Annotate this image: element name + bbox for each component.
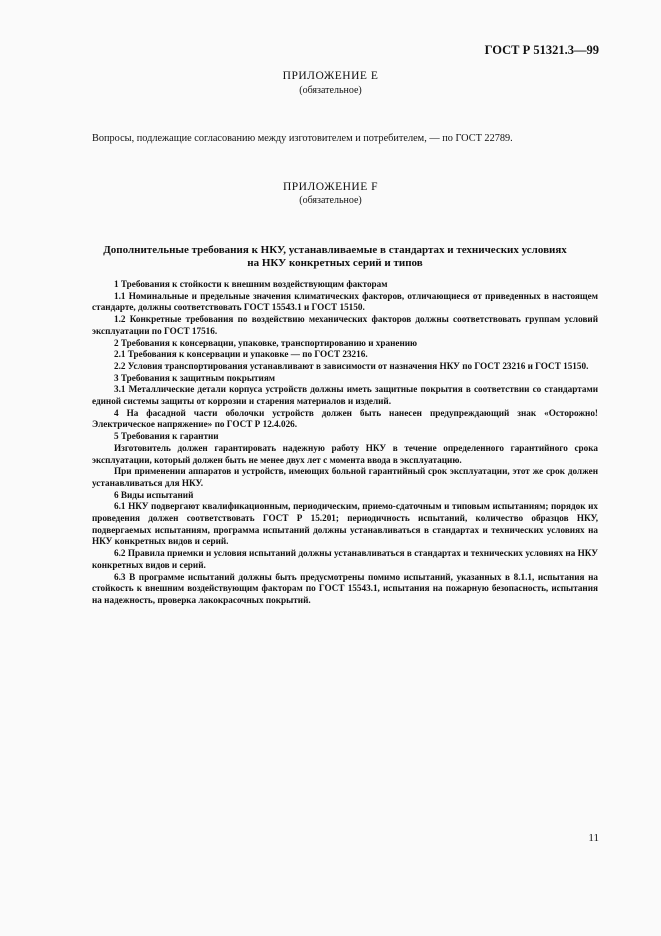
paragraph: 6.2 Правила приемки и условия испытаний должны устанавливаться в стандартах и технических условиях на НКУ конкретных видов и серий. <box>92 548 598 570</box>
paragraph: 5 Требования к гарантии <box>114 431 219 442</box>
paragraph: Изготовитель должен гарантировать надежную работу НКУ в течение определенного гарантийного срока эксплуатации, который должен быть не менее двух лет с момента ввода в эксплуатацию. <box>92 442 598 465</box>
appendix-f-heading <box>70 244 600 270</box>
paragraph: 3.1 Металлические детали корпуса устройств должны иметь защитные покрытия в соответствии со стандартами единой системы защиты от коррозии и старения материалов и изделий. <box>92 384 598 407</box>
paragraph: 6.3 В программе испытаний должны быть предусмотрены помимо испытаний, указанных в 8.1.1, испытания на стойкость к внешним воздействующим факторам по ГОСТ 15543.1, испытания на пожарную безопасность, испытания на надежность, проверка лакокрасочных покрытий. <box>92 571 598 605</box>
appendix-e-text: Вопросы, подлежащие согласованию между изготовителем и потребителем, — по ГОСТ 22789. <box>92 133 513 144</box>
paragraph: 4 На фасадной части оболочки устройств должен быть нанесен предупреждающий знак «Осторожно! Электрическое напряжение» по ГОСТ Р 12.4.026. <box>92 407 598 430</box>
appendix-e-title: ПРИЛОЖЕНИЕ E <box>282 70 379 82</box>
paragraph: 1.2 Конкретные требования по воздействию механических факторов должны соответствовать группам условий эксплуатации по ГОСТ 17516. <box>92 314 598 336</box>
heading-line-1: Дополнительные требования к НКУ, устанавливаемые в стандартах и технических условиях <box>103 244 567 256</box>
paragraph: 1 Требования к стойкости к внешним воздействующим факторам <box>114 279 388 289</box>
page-number: 11 <box>588 832 599 844</box>
paragraph: При применении аппаратов и устройств, имеющих больной гарантийный срок эксплуатации, этот же срок должен устанавливаться для НКУ. <box>92 466 598 488</box>
appendix-f-body <box>92 279 598 607</box>
appendix-e-note: (обязательное) <box>299 85 362 96</box>
paragraph: 2.2 Условия транспортирования устанавливают в зависимости от назначения НКУ по ГОСТ 23216 и ГОСТ 15150. <box>114 360 589 371</box>
paragraph: 2 Требования к консервации, упаковке, транспортированию и хранению <box>114 337 418 348</box>
heading-line-2: на НКУ конкретных серий и типов <box>247 257 423 269</box>
paragraph: 3 Требования к защитным покрытиям <box>114 372 276 383</box>
paragraph: 6.1 НКУ подвергают квалификационным, периодическим, приемо-сдаточным и типовым испытаниям; порядок их проведения должен соответствовать ГОСТ Р 15.201; периодичность испытаний, количество образцов НКУ, подвергаемых испытаниям, программа испытаний должны устанавливаться в стандартах и технических условиях на НКУ конкретных видов и серий. <box>92 501 598 547</box>
paragraph: 1.1 Номинальные и предельные значения климатических факторов, отличающиеся от приведенных в настоящем стандарте, должны соответствовать ГОСТ 15543.1 и ГОСТ 15150. <box>92 290 598 313</box>
paragraph: 2.1 Требования к консервации и упаковке — по ГОСТ 23216. <box>114 349 368 360</box>
appendix-f-title: ПРИЛОЖЕНИЕ F <box>282 181 379 193</box>
document-code: ГОСТ Р 51321.3—99 <box>484 43 599 57</box>
paragraph: 6 Виды испытаний <box>114 489 194 500</box>
appendix-f-note: (обязательное) <box>299 195 362 206</box>
